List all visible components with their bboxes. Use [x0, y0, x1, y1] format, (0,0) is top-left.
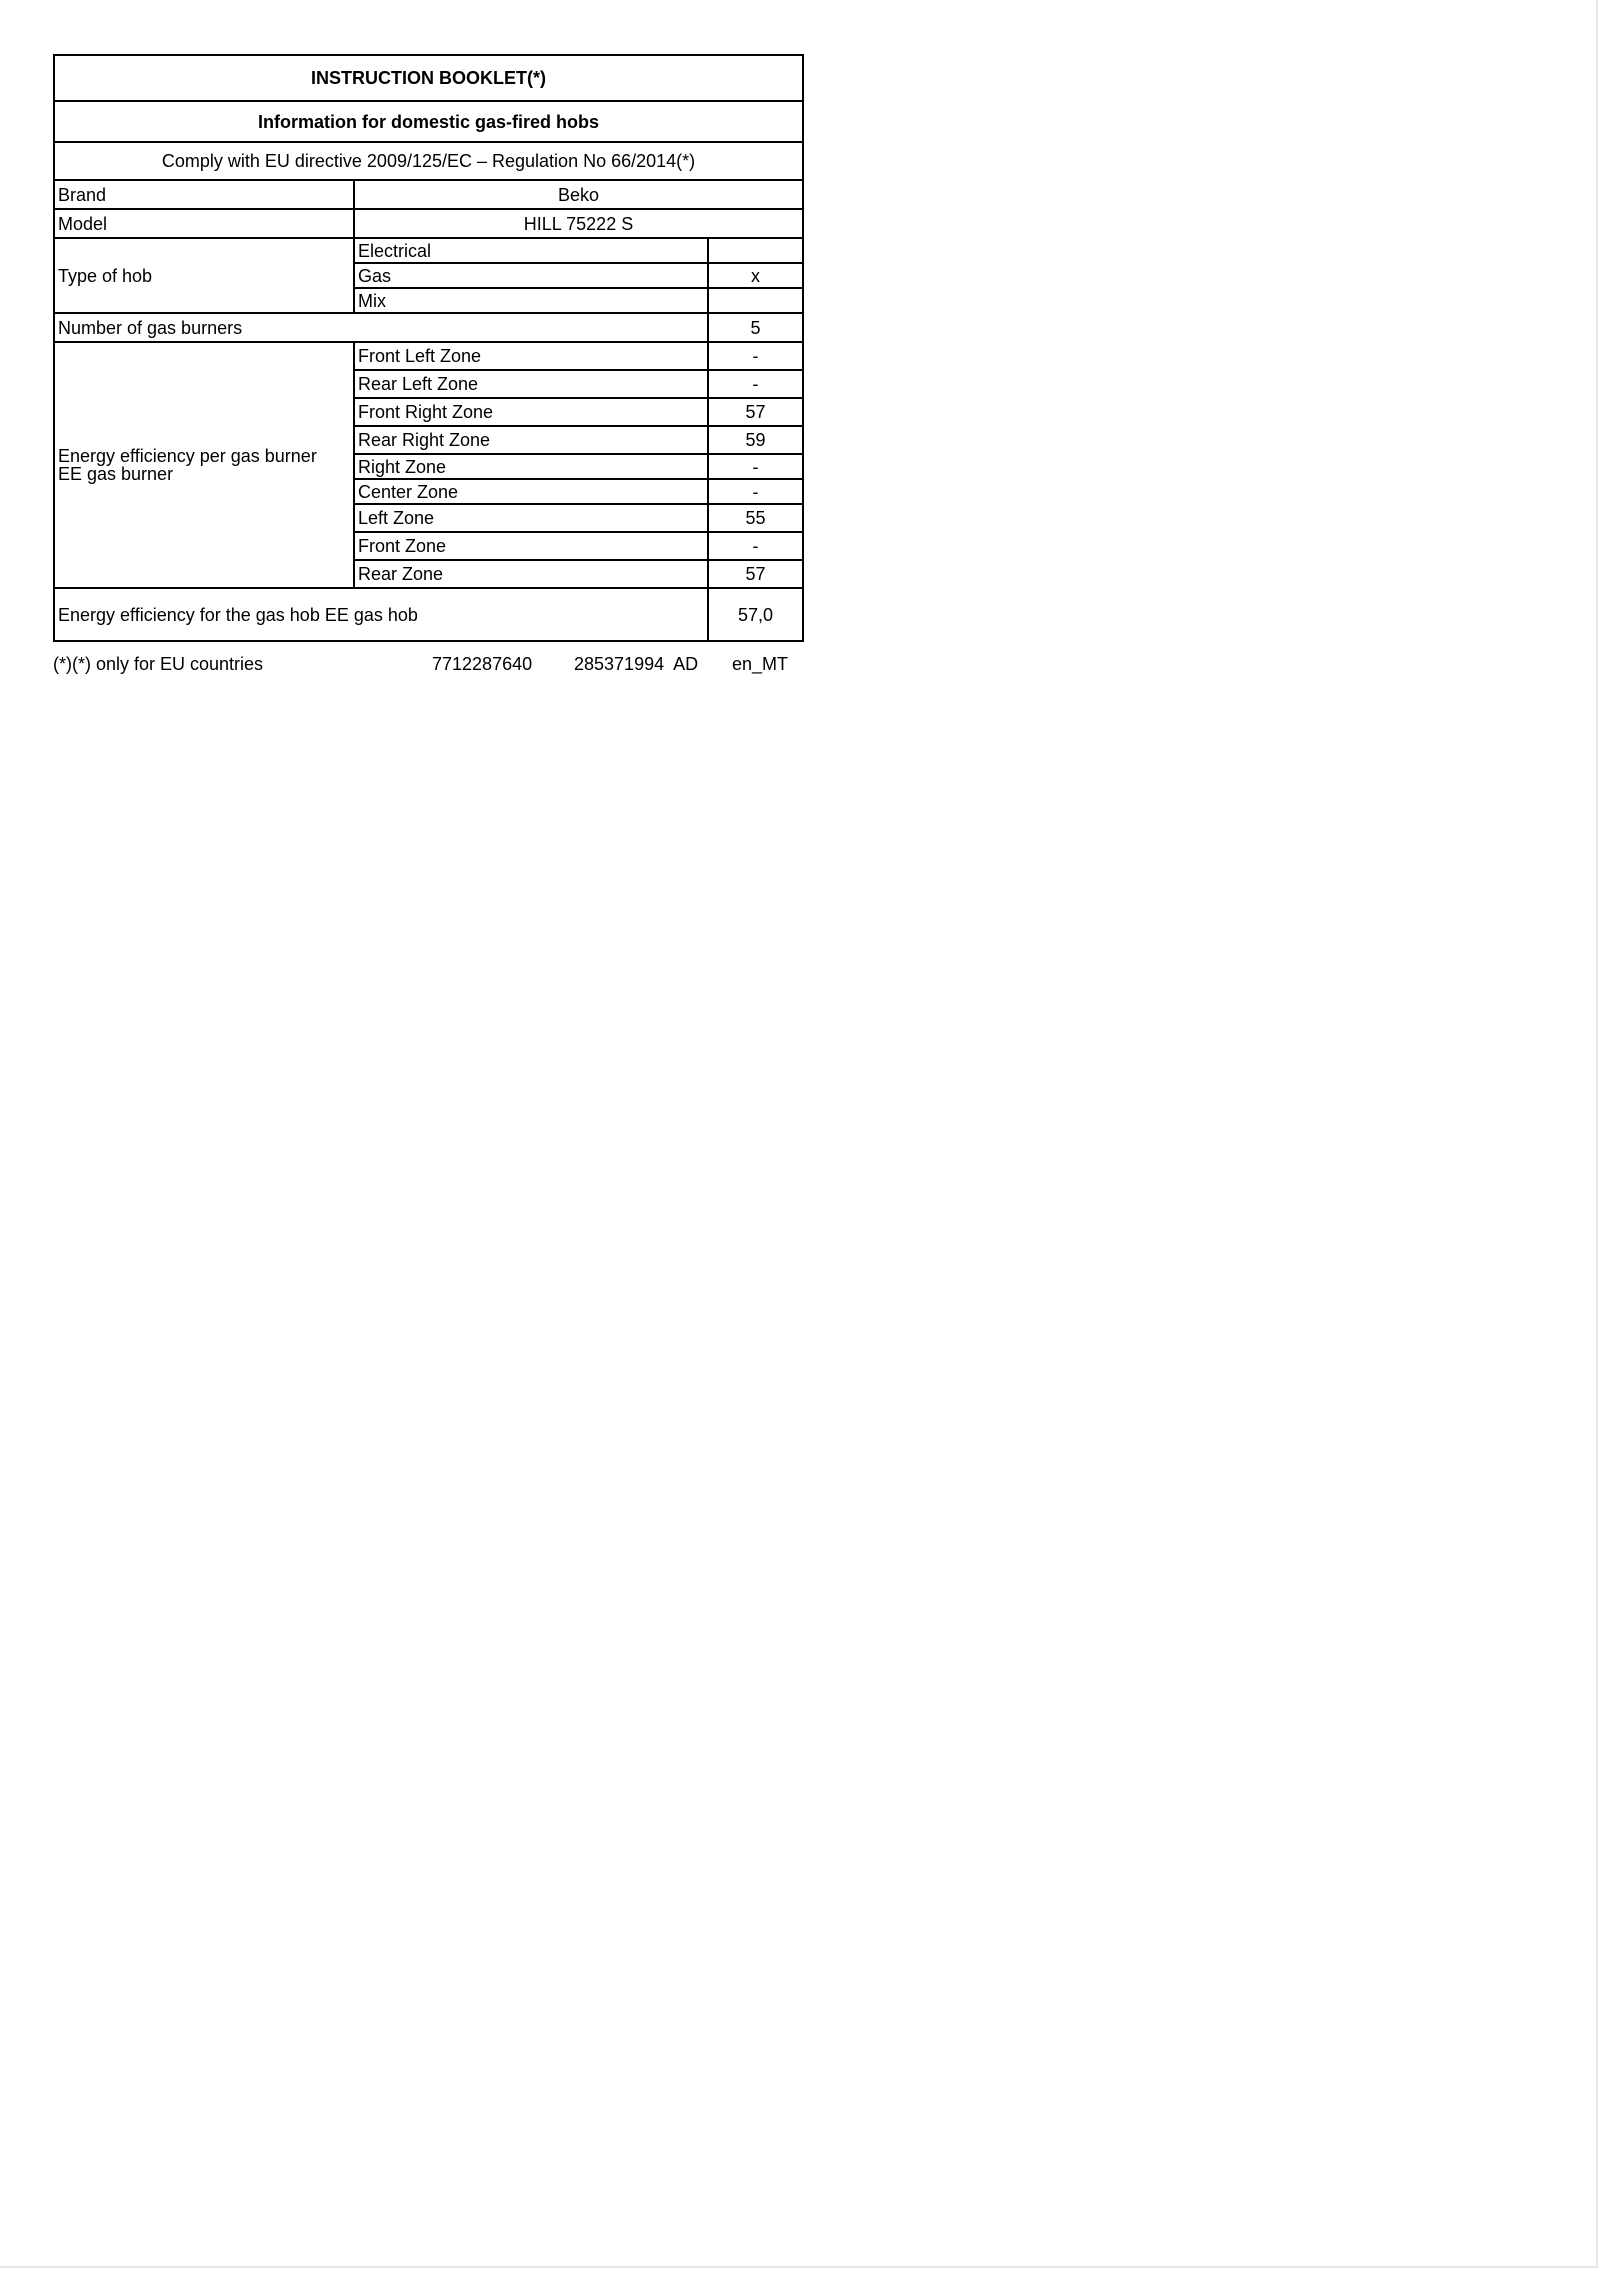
- hob-info-table: [53, 54, 804, 642]
- efficiency-label-line2: EE gas burner: [58, 464, 174, 484]
- model-row: [54, 209, 803, 238]
- hob-efficiency-value: 57,0: [708, 588, 803, 641]
- zone-value: -: [708, 479, 803, 504]
- footer-code-2: 285371994 AD: [574, 654, 699, 674]
- zone-label: Rear Left Zone: [354, 370, 708, 398]
- zone-label: Front Left Zone: [354, 342, 708, 370]
- hob-type-row: [54, 238, 803, 263]
- zone-label: Left Zone: [354, 504, 708, 532]
- brand-row: [54, 180, 803, 209]
- efficiency-label-line1: Energy efficiency per gas burner: [58, 446, 317, 466]
- hob-type-mark: [708, 288, 803, 313]
- zone-label: Front Right Zone: [354, 398, 708, 426]
- model-label: Model: [54, 209, 354, 238]
- hob-type-option: Mix: [354, 288, 708, 313]
- burners-row: [54, 313, 803, 342]
- burners-value: 5: [708, 313, 803, 342]
- hob-efficiency-label: Energy efficiency for the gas hob EE gas hob: [54, 588, 708, 641]
- hob-efficiency-row: [54, 588, 803, 641]
- hob-type-mark: x: [708, 263, 803, 288]
- zone-value: 57: [708, 398, 803, 426]
- zone-value: 55: [708, 504, 803, 532]
- zone-value: -: [708, 454, 803, 479]
- title-row: [54, 55, 803, 101]
- directive-row: [54, 142, 803, 180]
- footer-code-1: 7712287640: [432, 654, 533, 674]
- hob-type-mark: [708, 238, 803, 263]
- subtitle-row: [54, 101, 803, 142]
- hob-type-option: Electrical: [354, 238, 708, 263]
- footer-locale: en_MT: [732, 654, 789, 674]
- zone-value: -: [708, 370, 803, 398]
- model-value: HILL 75222 S: [354, 209, 803, 238]
- burners-label: Number of gas burners: [54, 313, 708, 342]
- zone-value: 57: [708, 560, 803, 588]
- zone-value: 59: [708, 426, 803, 454]
- booklet-title: INSTRUCTION BOOKLET(*): [54, 55, 803, 101]
- hob-type-label: Type of hob: [54, 238, 354, 313]
- zone-value: -: [708, 532, 803, 560]
- efficiency-label: [54, 342, 354, 588]
- hob-type-option: Gas: [354, 263, 708, 288]
- zone-label: Rear Right Zone: [354, 426, 708, 454]
- footer-note: (*)(*) only for EU countries: [53, 654, 264, 674]
- zone-label: Front Zone: [354, 532, 708, 560]
- directive-text: Comply with EU directive 2009/125/EC – Regulation No 66/2014(*): [54, 142, 803, 180]
- booklet-subtitle: Information for domestic gas-fired hobs: [54, 101, 803, 142]
- brand-value: Beko: [354, 180, 803, 209]
- zone-label: Rear Zone: [354, 560, 708, 588]
- brand-label: Brand: [54, 180, 354, 209]
- zone-value: -: [708, 342, 803, 370]
- zone-label: Center Zone: [354, 479, 708, 504]
- zone-row: [54, 342, 803, 370]
- zone-label: Right Zone: [354, 454, 708, 479]
